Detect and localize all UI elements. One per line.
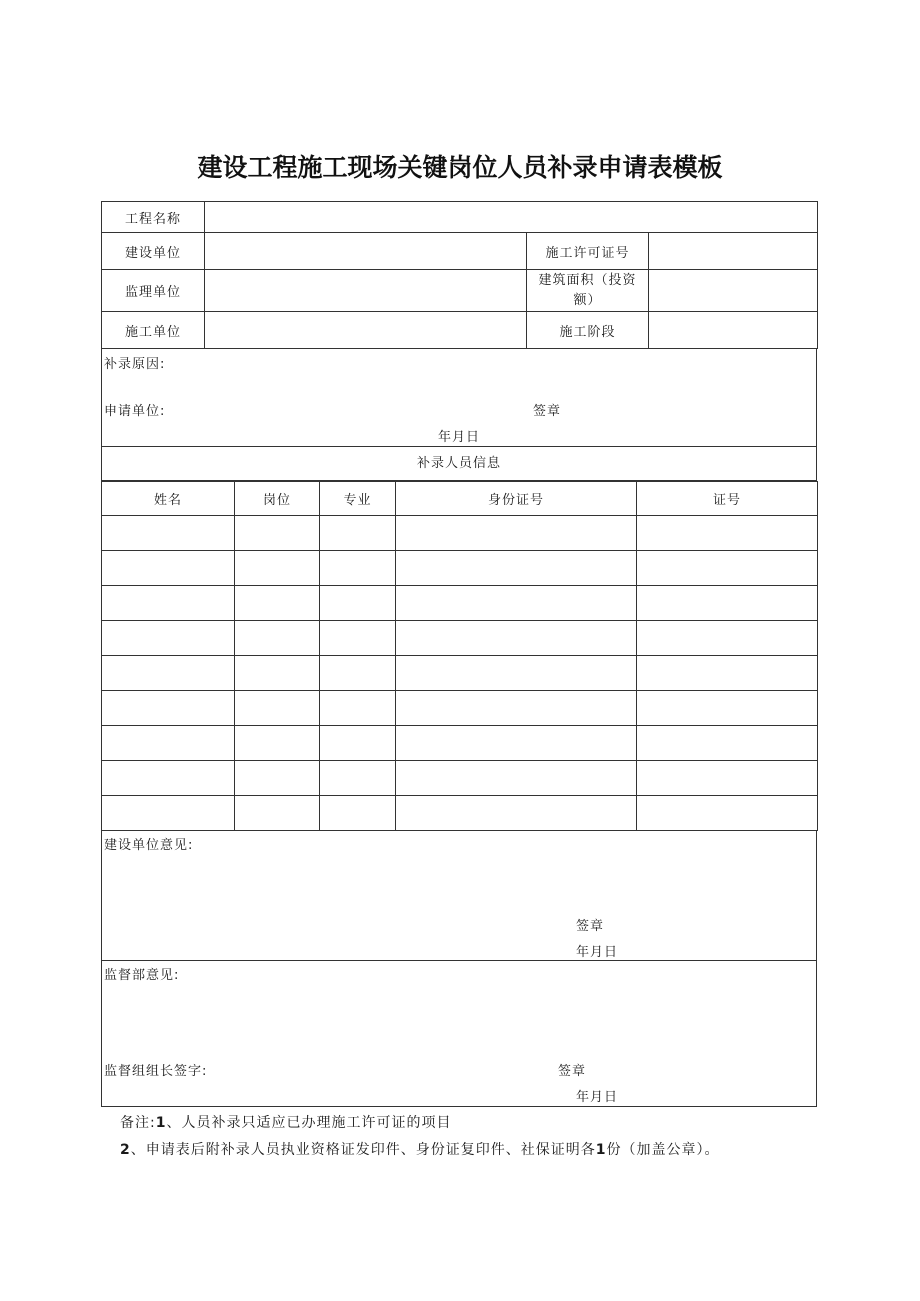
position-cell[interactable] xyxy=(235,761,320,796)
position-cell[interactable] xyxy=(235,726,320,761)
name-cell[interactable] xyxy=(102,586,235,621)
name-cell[interactable] xyxy=(102,621,235,656)
major-cell[interactable] xyxy=(320,621,396,656)
note-1-number: 1 xyxy=(155,1115,167,1131)
personnel-row xyxy=(102,761,818,796)
note-2-number: 2 xyxy=(120,1142,131,1158)
supervision-seal-label: 签章 xyxy=(558,1064,587,1079)
name-cell[interactable] xyxy=(102,656,235,691)
col-cert-header: 证号 xyxy=(637,482,818,516)
reason-label: 补录原因: xyxy=(104,357,166,372)
supervision-opinion-label: 监督部意见: xyxy=(104,968,180,983)
name-cell[interactable] xyxy=(102,516,235,551)
major-cell[interactable] xyxy=(320,796,396,831)
col-id-header: 身份证号 xyxy=(396,482,637,516)
personnel-section-title: 补录人员信息 xyxy=(101,447,817,481)
reason-date-label: 年月日 xyxy=(438,430,481,445)
reason-section xyxy=(101,349,817,447)
project-name-label: 工程名称 xyxy=(102,202,205,233)
cert-number-cell[interactable] xyxy=(637,726,818,761)
id-number-cell[interactable] xyxy=(396,551,637,586)
id-number-cell[interactable] xyxy=(396,726,637,761)
col-position-header: 岗位 xyxy=(235,482,320,516)
personnel-row xyxy=(102,621,818,656)
note-2 xyxy=(120,1139,720,1159)
permit-field[interactable] xyxy=(649,233,818,270)
position-cell[interactable] xyxy=(235,551,320,586)
major-cell[interactable] xyxy=(320,551,396,586)
cert-number-cell[interactable] xyxy=(637,621,818,656)
major-cell[interactable] xyxy=(320,656,396,691)
position-cell[interactable] xyxy=(235,796,320,831)
cert-number-cell[interactable] xyxy=(637,586,818,621)
note-2-text-a: 、申请表后附补录人员执业资格证发印件、身份证复印件、社保证明各 xyxy=(130,1142,596,1158)
name-cell[interactable] xyxy=(102,691,235,726)
note-2-text-b: 份（加盖公章）。 xyxy=(606,1142,720,1158)
id-number-cell[interactable] xyxy=(396,691,637,726)
applicant-label: 申请单位: xyxy=(104,404,166,419)
major-cell[interactable] xyxy=(320,761,396,796)
supervision-opinion-section xyxy=(101,961,817,1107)
supervisor-field[interactable] xyxy=(205,270,527,312)
id-number-cell[interactable] xyxy=(396,516,637,551)
area-field[interactable] xyxy=(649,270,818,312)
builder-date-label: 年月日 xyxy=(576,945,619,960)
col-major-header: 专业 xyxy=(320,482,396,516)
id-number-cell[interactable] xyxy=(396,761,637,796)
permit-label: 施工许可证号 xyxy=(527,233,649,270)
personnel-row xyxy=(102,656,818,691)
supervisor-label: 监理单位 xyxy=(102,270,205,312)
builder-field[interactable] xyxy=(205,233,527,270)
personnel-row xyxy=(102,586,818,621)
position-cell[interactable] xyxy=(235,691,320,726)
id-number-cell[interactable] xyxy=(396,586,637,621)
cert-number-cell[interactable] xyxy=(637,551,818,586)
personnel-row xyxy=(102,691,818,726)
supervision-date-label: 年月日 xyxy=(576,1090,619,1105)
cert-number-cell[interactable] xyxy=(637,761,818,796)
personnel-row xyxy=(102,796,818,831)
id-number-cell[interactable] xyxy=(396,621,637,656)
name-cell[interactable] xyxy=(102,796,235,831)
personnel-row xyxy=(102,726,818,761)
position-cell[interactable] xyxy=(235,656,320,691)
major-cell[interactable] xyxy=(320,586,396,621)
contractor-field[interactable] xyxy=(205,312,527,349)
major-cell[interactable] xyxy=(320,516,396,551)
personnel-row xyxy=(102,516,818,551)
position-cell[interactable] xyxy=(235,516,320,551)
name-cell[interactable] xyxy=(102,551,235,586)
cert-number-cell[interactable] xyxy=(637,516,818,551)
builder-seal-label: 签章 xyxy=(576,919,605,934)
note-2-count: 1 xyxy=(595,1142,607,1158)
personnel-header-row xyxy=(102,482,818,516)
area-label: 建筑面积（投资额） xyxy=(527,270,649,312)
position-cell[interactable] xyxy=(235,621,320,656)
personnel-table xyxy=(101,481,818,831)
application-form xyxy=(101,201,817,1107)
builder-label: 建设单位 xyxy=(102,233,205,270)
stage-label: 施工阶段 xyxy=(527,312,649,349)
contractor-label: 施工单位 xyxy=(102,312,205,349)
leader-sign-label: 监督组组长签字: xyxy=(104,1064,208,1079)
stage-field[interactable] xyxy=(649,312,818,349)
name-cell[interactable] xyxy=(102,726,235,761)
page-title: 建设工程施工现场关键岗位人员补录申请表模板 xyxy=(197,153,723,182)
major-cell[interactable] xyxy=(320,726,396,761)
position-cell[interactable] xyxy=(235,586,320,621)
id-number-cell[interactable] xyxy=(396,796,637,831)
cert-number-cell[interactable] xyxy=(637,656,818,691)
project-name-field[interactable] xyxy=(205,202,818,233)
reason-seal-label: 签章 xyxy=(533,404,562,419)
builder-opinion-section xyxy=(101,831,817,961)
note-1-text: 、人员补录只适应已办理施工许可证的项目 xyxy=(166,1115,452,1131)
note-prefix: 备注: xyxy=(120,1115,156,1131)
name-cell[interactable] xyxy=(102,761,235,796)
note-1 xyxy=(120,1112,451,1132)
id-number-cell[interactable] xyxy=(396,656,637,691)
cert-number-cell[interactable] xyxy=(637,691,818,726)
builder-opinion-label: 建设单位意见: xyxy=(104,838,194,853)
personnel-row xyxy=(102,551,818,586)
col-name-header: 姓名 xyxy=(102,482,235,516)
project-info-table xyxy=(101,201,818,349)
major-cell[interactable] xyxy=(320,691,396,726)
cert-number-cell[interactable] xyxy=(637,796,818,831)
